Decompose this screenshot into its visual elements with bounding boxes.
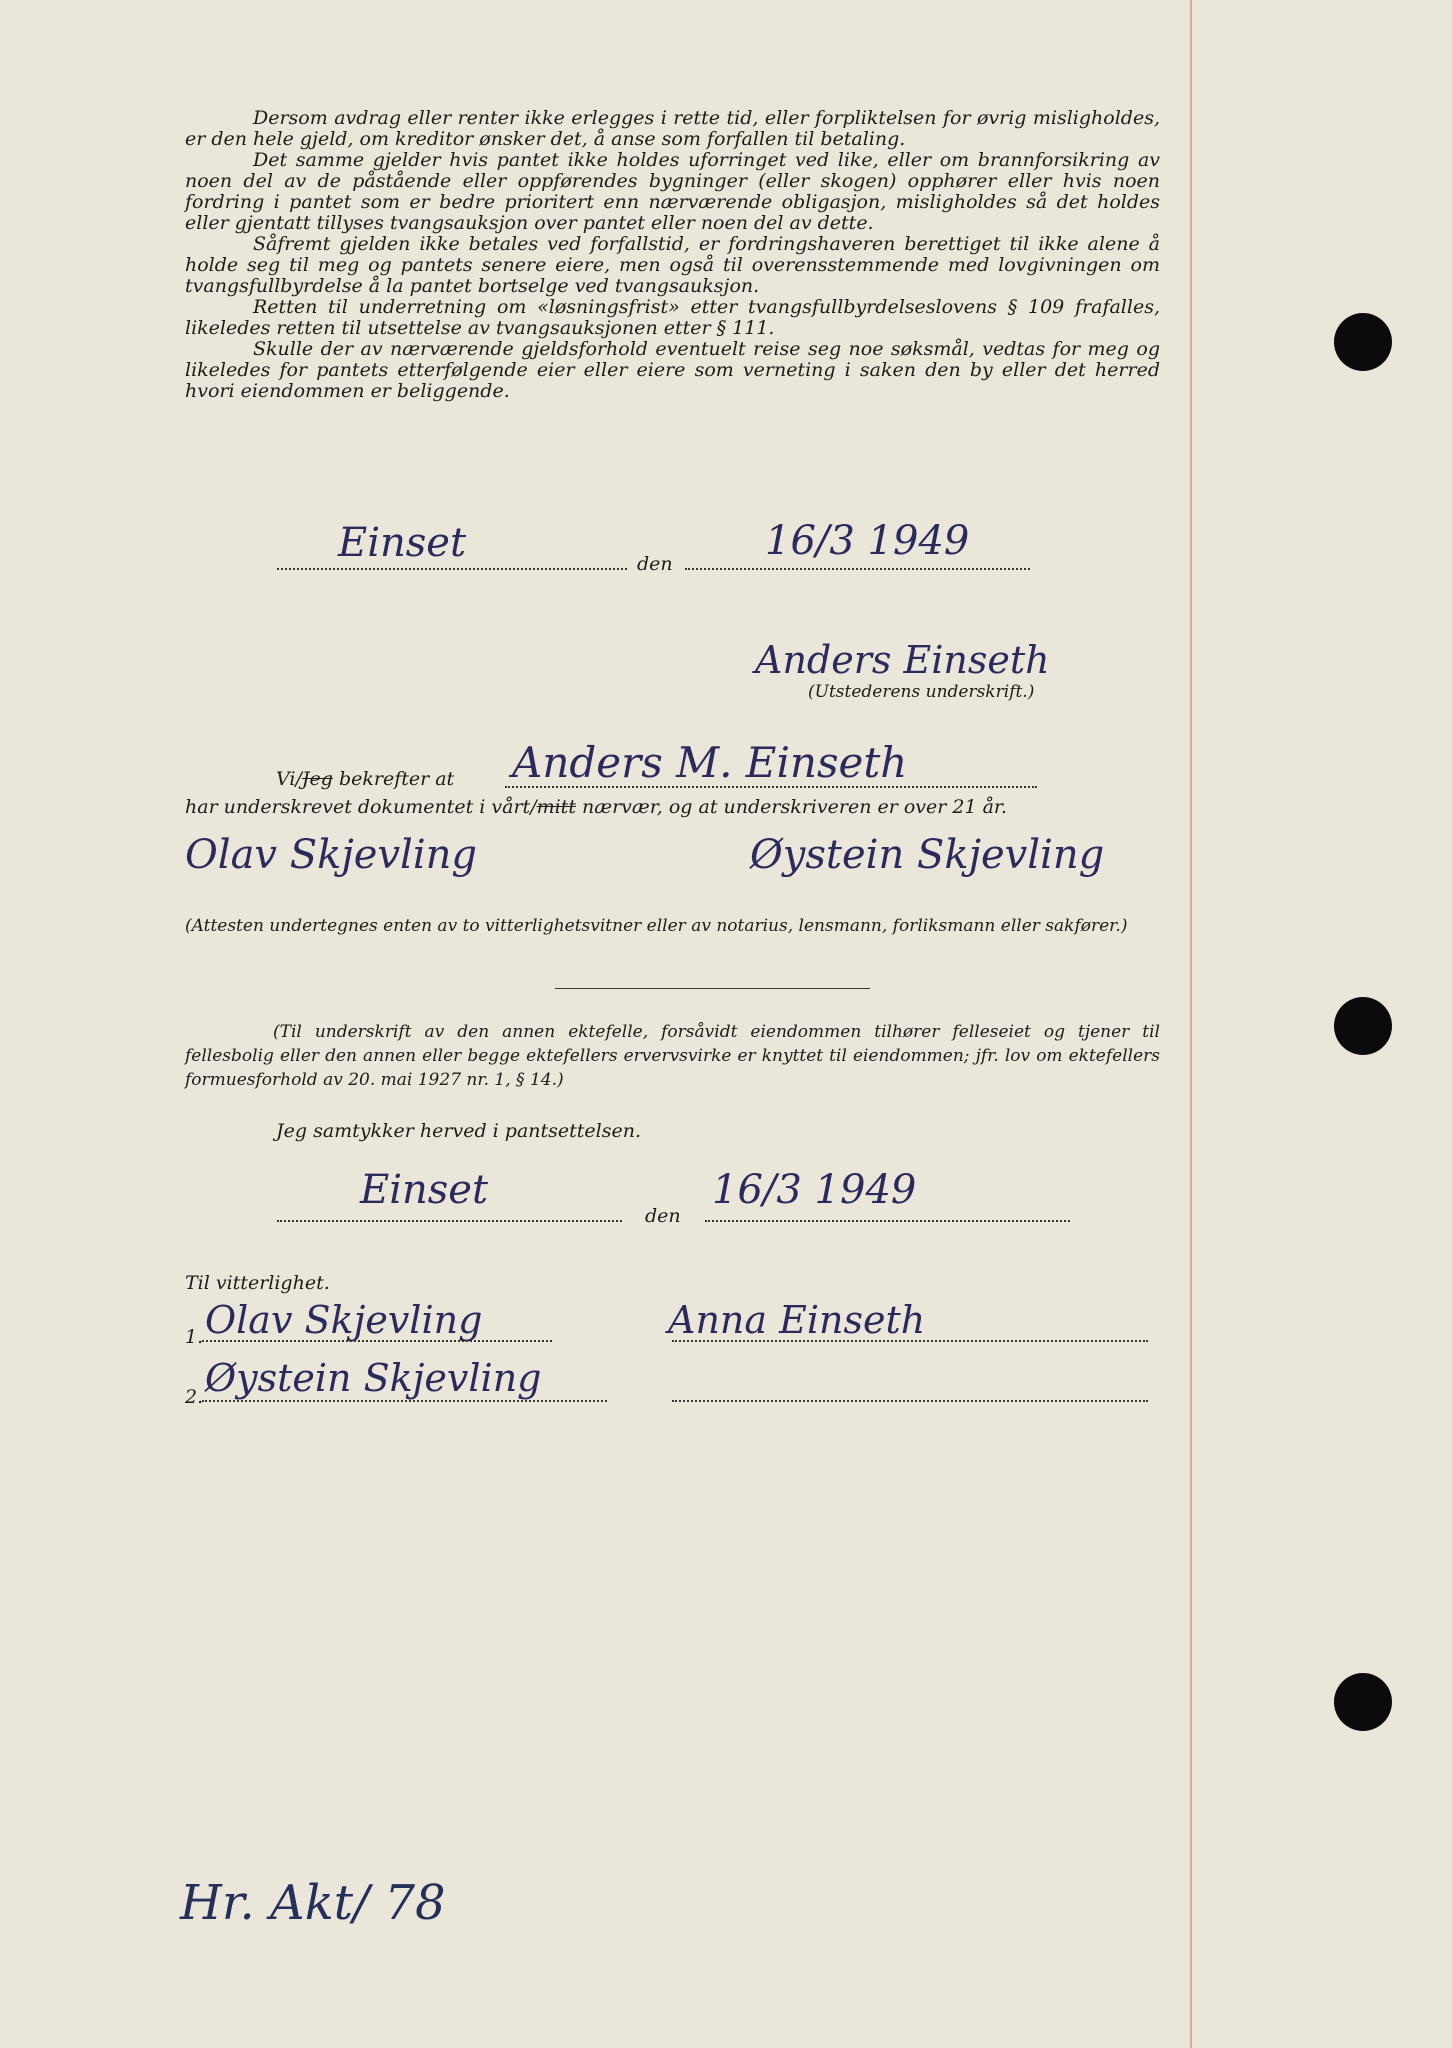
punch-hole [1334, 1673, 1392, 1731]
date-handwritten: 16/3 1949 [765, 518, 970, 564]
confirm-prefix-b: bekrefter at [332, 768, 455, 790]
place-handwritten-2: Einset [360, 1167, 489, 1213]
spouse-signature: Anna Einseth [668, 1298, 926, 1342]
confirm-line2-b: nærvær, og at underskriveren er over 21 år. [575, 796, 1007, 818]
confirm-prefix-a: Vi/ [276, 768, 302, 790]
confirm-struck: Jeg [301, 768, 333, 790]
margin-rule [1190, 0, 1192, 2048]
confirm-prefix [276, 768, 454, 790]
issuer-caption: (Utstederens underskrift.) [808, 682, 1035, 702]
paragraph: Såfremt gjelden ikke betales ved forfallstid, er fordringshaveren berettiget til ikke alene å holde seg til meg og pantets senere eiere, men også til overensstemmende med lovgivningen om tvangsfullbyrdelse å la pantet bortselge ved tvangsauksjon. [185, 233, 1160, 297]
terms-text [185, 108, 1160, 402]
name-line [505, 786, 1037, 788]
date-handwritten-2: 16/3 1949 [712, 1167, 917, 1213]
place-line [277, 568, 627, 570]
divider [555, 988, 870, 989]
den-label: den [637, 553, 673, 575]
spouse-line [672, 1340, 1148, 1342]
blank-line [672, 1400, 1148, 1402]
punch-hole [1334, 313, 1392, 371]
paragraph: Det samme gjelder hvis pantet ikke holdes uforringet ved like, eller om brannforsikring av noen del av de påstående eller oppførendes bygninger (eller skogen) opphører eller hvis noen fordring i pantet som er bedre prioritert enn nærværende obligasjon, misligholdes så det holdes eller gjentatt tillyses tvangsauksjon over pantet eller noen del av dette. [185, 149, 1160, 234]
date-line-2 [705, 1220, 1070, 1222]
paragraph: Skulle der av nærværende gjeldsforhold eventuelt reise seg noe søksmål, vedtas for meg og likeledes for pantets etterfølgende eier eller eiere som verneting i saken den by eller det herred hvori eiendommen er beliggende. [185, 338, 1160, 402]
witness-line-1 [202, 1340, 552, 1342]
witness-signature-1: Olav Skjevling [185, 832, 478, 878]
witness-signature-2: Øystein Skjevling [750, 832, 1105, 878]
witness-name-2: Øystein Skjevling [205, 1356, 542, 1400]
witness-name-1: Olav Skjevling [205, 1298, 483, 1342]
date-line [685, 568, 1030, 570]
witness-line-2 [202, 1400, 607, 1402]
confirm-line2-struck: mitt [536, 796, 576, 818]
margin-note: Hr. Akt/ 78 [180, 1875, 446, 1931]
punch-hole [1334, 997, 1392, 1055]
confirmed-name: Anders M. Einseth [512, 738, 908, 787]
den-label-2: den [645, 1205, 681, 1227]
place-line-2 [277, 1220, 622, 1222]
confirm-line2-a: har underskrevet dokumentet i vårt/ [185, 796, 537, 818]
witness-number: 2. [185, 1386, 204, 1408]
attest-note: (Attesten undertegnes enten av to vitterlighetsvitner eller av notarius, lensmann, forliksmann eller sakfører.) [185, 916, 1128, 936]
witness-heading: Til vitterlighet. [185, 1272, 330, 1294]
consent-text: Jeg samtykker herved i pantsettelsen. [276, 1120, 641, 1142]
witness-number: 1. [185, 1326, 204, 1348]
confirm-line2 [185, 796, 1007, 818]
paragraph: Dersom avdrag eller renter ikke erlegges i rette tid, eller forpliktelsen for øvrig misligholdes, er den hele gjeld, om kreditor ønsker det, å anse som forfallen til betaling. [185, 107, 1160, 150]
spouse-note: (Til underskrift av den annen ektefelle, forsåvidt eiendommen tilhører felleseiet og tjener til fellesbolig eller den annen eller begge ektefellers ervervsvirke er knyttet til eiendommen; jfr. lov om ektefellers formuesforhold av 20. mai 1927 nr. 1, § 14.) [185, 1022, 1160, 1090]
issuer-signature: Anders Einseth [755, 638, 1050, 682]
paragraph: Retten til underretning om «løsningsfrist» etter tvangsfullbyrdelseslovens § 109 frafalles, likeledes retten til utsettelse av tvangsauksjonen etter § 111. [185, 296, 1160, 339]
place-handwritten: Einset [338, 520, 467, 566]
